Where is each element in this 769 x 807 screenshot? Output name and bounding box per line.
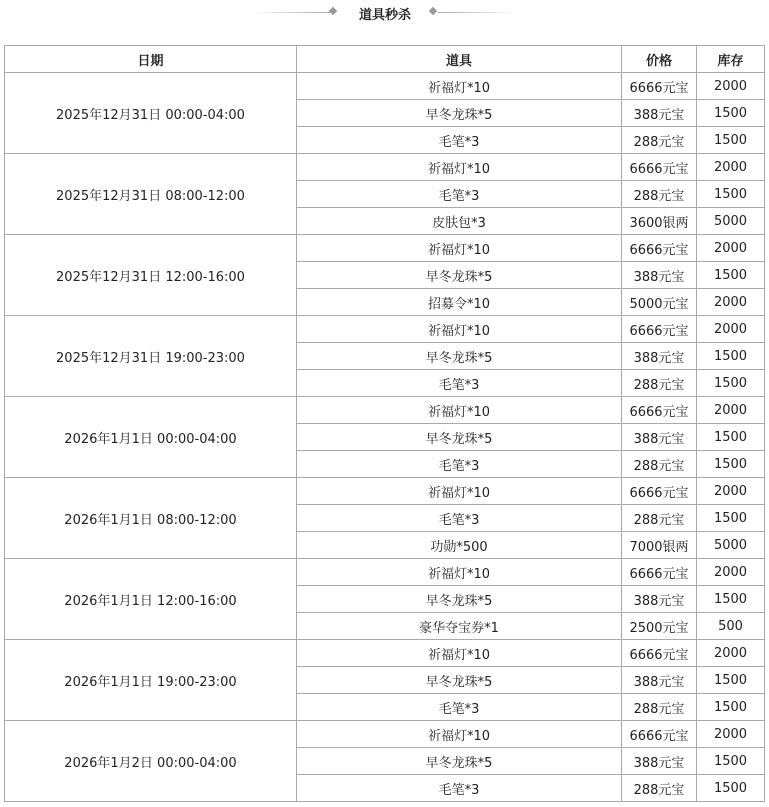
item-cell: 早冬龙珠*5 (297, 748, 622, 775)
table-body (5, 73, 765, 802)
price-cell: 7000银两 (622, 532, 697, 559)
item-cell: 豪华夺宝券*1 (297, 613, 622, 640)
item-cell: 祈福灯*10 (297, 73, 622, 100)
stock-cell: 1500 (697, 127, 765, 154)
date-cell: 2026年1月1日 19:00-23:00 (5, 640, 297, 721)
price-cell: 388元宝 (622, 667, 697, 694)
price-cell: 388元宝 (622, 100, 697, 127)
price-cell: 6666元宝 (622, 154, 697, 181)
price-cell: 288元宝 (622, 775, 697, 802)
table-row (5, 721, 765, 748)
stock-cell: 2000 (697, 478, 765, 505)
item-cell: 早冬龙珠*5 (297, 586, 622, 613)
item-cell: 祈福灯*10 (297, 235, 622, 262)
item-cell: 祈福灯*10 (297, 154, 622, 181)
stock-cell: 1500 (697, 775, 765, 802)
stock-cell: 2000 (697, 721, 765, 748)
price-cell: 6666元宝 (622, 478, 697, 505)
stock-cell: 5000 (697, 532, 765, 559)
title-divider-right (438, 12, 518, 13)
flash-sale-table (4, 45, 765, 802)
date-cell: 2026年1月1日 00:00-04:00 (5, 397, 297, 478)
stock-cell: 2000 (697, 289, 765, 316)
date-cell: 2025年12月31日 12:00-16:00 (5, 235, 297, 316)
price-cell: 6666元宝 (622, 235, 697, 262)
price-cell: 288元宝 (622, 694, 697, 721)
stock-cell: 2000 (697, 73, 765, 100)
price-cell: 288元宝 (622, 370, 697, 397)
item-cell: 毛笔*3 (297, 505, 622, 532)
stock-cell: 2000 (697, 316, 765, 343)
section-title: 道具秒杀 (358, 8, 411, 23)
price-cell: 388元宝 (622, 343, 697, 370)
price-cell: 288元宝 (622, 451, 697, 478)
table-row (5, 235, 765, 262)
date-cell: 2025年12月31日 00:00-04:00 (5, 73, 297, 154)
header-stock: 库存 (697, 46, 765, 73)
diamond-ornament-icon (429, 7, 437, 15)
price-cell: 5000元宝 (622, 289, 697, 316)
stock-cell: 1500 (697, 451, 765, 478)
date-cell: 2025年12月31日 19:00-23:00 (5, 316, 297, 397)
stock-cell: 5000 (697, 208, 765, 235)
table-row (5, 154, 765, 181)
item-cell: 毛笔*3 (297, 694, 622, 721)
table-row (5, 478, 765, 505)
stock-cell: 2000 (697, 559, 765, 586)
stock-cell: 1500 (697, 370, 765, 397)
stock-cell: 1500 (697, 748, 765, 775)
item-cell: 毛笔*3 (297, 181, 622, 208)
date-cell: 2026年1月2日 00:00-04:00 (5, 721, 297, 802)
item-cell: 毛笔*3 (297, 127, 622, 154)
table-row (5, 397, 765, 424)
price-cell: 388元宝 (622, 262, 697, 289)
stock-cell: 2000 (697, 154, 765, 181)
title-divider-left (250, 12, 330, 13)
stock-cell: 500 (697, 613, 765, 640)
price-cell: 288元宝 (622, 181, 697, 208)
item-cell: 招募令*10 (297, 289, 622, 316)
item-cell: 毛笔*3 (297, 775, 622, 802)
price-cell: 288元宝 (622, 505, 697, 532)
item-cell: 毛笔*3 (297, 370, 622, 397)
stock-cell: 2000 (697, 640, 765, 667)
stock-cell: 1500 (697, 667, 765, 694)
stock-cell: 1500 (697, 424, 765, 451)
price-cell: 3600银两 (622, 208, 697, 235)
stock-cell: 1500 (697, 262, 765, 289)
item-cell: 早冬龙珠*5 (297, 343, 622, 370)
header-date: 日期 (5, 46, 297, 73)
date-cell: 2026年1月1日 08:00-12:00 (5, 478, 297, 559)
price-cell: 2500元宝 (622, 613, 697, 640)
stock-cell: 2000 (697, 397, 765, 424)
price-cell: 6666元宝 (622, 73, 697, 100)
date-cell: 2026年1月1日 12:00-16:00 (5, 559, 297, 640)
price-cell: 388元宝 (622, 748, 697, 775)
item-cell: 祈福灯*10 (297, 478, 622, 505)
item-cell: 功勋*500 (297, 532, 622, 559)
price-cell: 6666元宝 (622, 316, 697, 343)
price-cell: 288元宝 (622, 127, 697, 154)
stock-cell: 1500 (697, 694, 765, 721)
price-cell: 6666元宝 (622, 559, 697, 586)
diamond-ornament-icon (329, 7, 337, 15)
item-cell: 祈福灯*10 (297, 559, 622, 586)
item-cell: 祈福灯*10 (297, 640, 622, 667)
item-cell: 皮肤包*3 (297, 208, 622, 235)
stock-cell: 1500 (697, 343, 765, 370)
date-cell: 2025年12月31日 08:00-12:00 (5, 154, 297, 235)
price-cell: 6666元宝 (622, 640, 697, 667)
item-cell: 毛笔*3 (297, 451, 622, 478)
stock-cell: 1500 (697, 505, 765, 532)
item-cell: 祈福灯*10 (297, 397, 622, 424)
item-cell: 早冬龙珠*5 (297, 262, 622, 289)
stock-cell: 1500 (697, 586, 765, 613)
item-cell: 早冬龙珠*5 (297, 667, 622, 694)
item-cell: 早冬龙珠*5 (297, 424, 622, 451)
item-cell: 祈福灯*10 (297, 316, 622, 343)
table-row (5, 73, 765, 100)
price-cell: 388元宝 (622, 586, 697, 613)
item-cell: 祈福灯*10 (297, 721, 622, 748)
header-price: 价格 (622, 46, 697, 73)
table-header-row (5, 46, 765, 73)
table-row (5, 640, 765, 667)
stock-cell: 1500 (697, 181, 765, 208)
price-cell: 6666元宝 (622, 721, 697, 748)
price-cell: 388元宝 (622, 424, 697, 451)
table-row (5, 316, 765, 343)
price-cell: 6666元宝 (622, 397, 697, 424)
item-cell: 早冬龙珠*5 (297, 100, 622, 127)
stock-cell: 2000 (697, 235, 765, 262)
section-title-bar (0, 0, 769, 26)
header-item: 道具 (297, 46, 622, 73)
table-row (5, 559, 765, 586)
stock-cell: 1500 (697, 100, 765, 127)
